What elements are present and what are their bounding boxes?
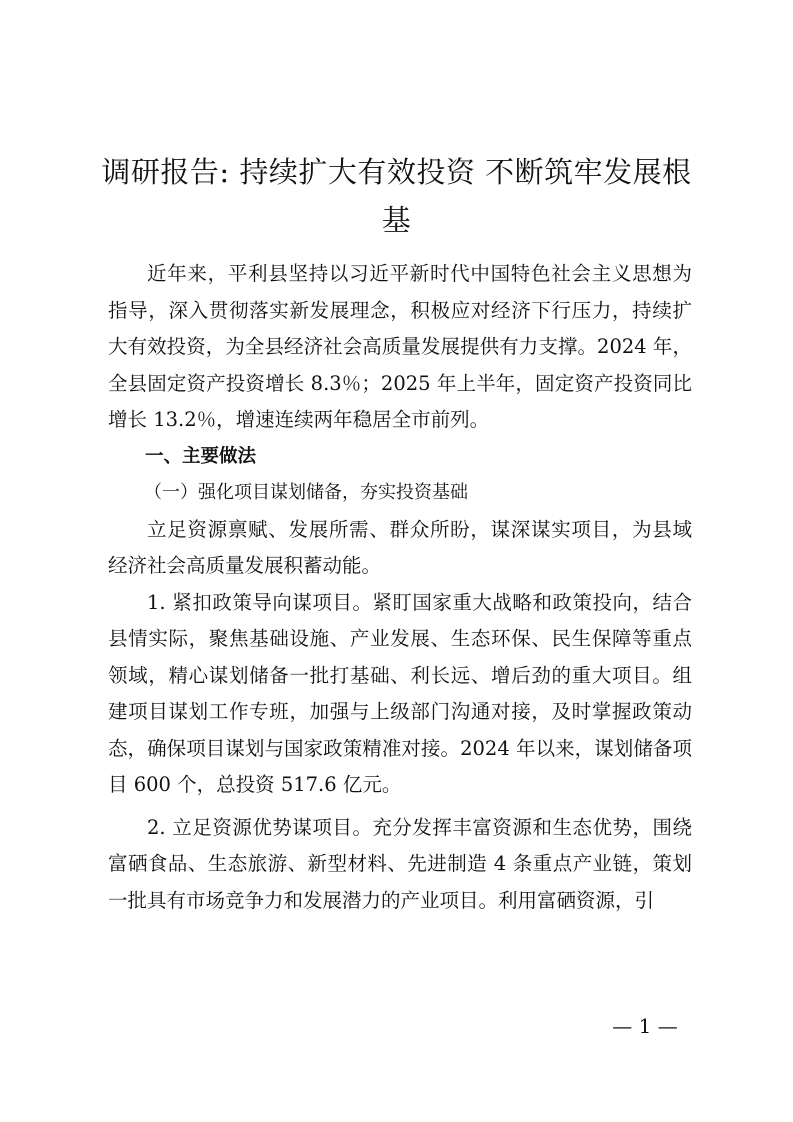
document-title: 调研报告: 持续扩大有效投资 不断筑牢发展根基: [101, 155, 692, 237]
document-body: [108, 256, 692, 919]
item-paragraph-2: 2. 立足资源优势谋项目。充分发挥丰富资源和生态优势，围绕富硒食品、生态旅游、新型材料、先进制造 4 条重点产业链，策划一批具有市场竞争力和发展潜力的产业项目。利用富硒资源，引: [108, 815, 692, 912]
intro-paragraph: 近年来，平利县坚持以习近平新时代中国特色社会主义思想为指导，深入贯彻落实新发展理念，积极应对经济下行压力，持续扩大有效投资，为全县经济社会高质量发展提供有力支撑。2024 年，全县固定资产投资增长 8.3％；2025 年上半年，固定资产投资同比增长 13.2％，增速连续两年稳居全市前列。: [108, 262, 692, 431]
section-heading: 一、主要做法: [145, 445, 257, 467]
item-paragraph-1: 1. 紧扣政策导向谋项目。紧盯国家重大战略和政策投向，结合县情实际，聚焦基础设施、产业发展、生态环保、民生保障等重点领域，精心谋划储备一批打基础、利长远、增后劲的重大项目。组建项目谋划工作专班，加强与上级部门沟通对接，及时掌握政策动态，确保项目谋划与国家政策精准对接。2024 年以来，谋划储备项目 600 个，总投资 517.6 亿元。: [108, 590, 692, 796]
subsection-intro-paragraph: 立足资源禀赋、发展所需、群众所盼，谋深谋实项目，为县域经济社会高质量发展积蓄动能。: [108, 517, 692, 577]
page-number: — 1 —: [612, 1014, 678, 1038]
subsection-heading: （一）强化项目谋划储备，夯实投资基础: [144, 482, 468, 503]
